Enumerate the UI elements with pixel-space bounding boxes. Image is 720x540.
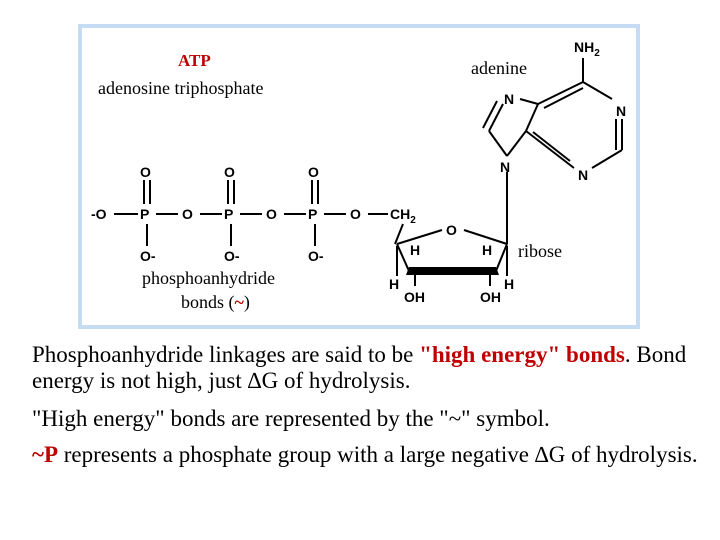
bridging-oxygen-1: O [182,206,193,222]
bonds-label-line1: phosphoanhydride [142,268,275,288]
nitrogen-3: N [578,167,589,183]
hydroxyl-c2: OH [480,289,501,305]
ribose-label: ribose [518,241,562,261]
caption-line2: . Bond energy is not high, just ∆G of hydrolysis. [32,342,687,393]
hydrogen-c4: H [410,242,421,258]
diagram-subtitle: adenosine triphosphate [98,78,264,98]
bridging-oxygen-2: O [266,206,277,222]
double-bond-oxygen-1: O [140,164,151,180]
hydrogen-c3: H [389,276,400,292]
nitrogen-7: N [504,91,515,107]
bridging-oxygen-3: O [350,206,361,222]
bonds-highlight: bonds [566,342,625,367]
hydrogen-c1: H [482,242,493,258]
caption-paragraph-1 [32,342,712,394]
oxygen-minus-1: O- [140,248,156,264]
hydrogen-c2: H [504,276,515,292]
tilde-p-highlight: ~P [32,442,59,467]
ring-oxygen: O [446,222,457,238]
phosphorus-beta: P [224,206,234,222]
adenine-label: adenine [471,58,527,78]
nitrogen-1: N [616,103,627,119]
double-bond-oxygen-2: O [224,164,235,180]
caption-text [32,342,712,468]
amino-group: $NH_2$ [574,39,600,59]
atp-structure-figure [78,24,640,329]
ch2-group: $CH_2$ [390,206,416,226]
caption-line4: represents a phosphate group with a large negative ∆G of hydrolysis. [58,442,698,467]
ribose-bold-edge [406,267,499,275]
nitrogen-9: N [500,159,511,175]
atp-diagram [78,24,640,329]
hydroxyl-c3: OH [404,289,425,305]
diagram-title: ATP [178,51,211,70]
phosphorus-gamma: P [140,206,150,222]
high-energy-highlight: "high energy" [419,342,561,367]
caption-line1: Phosphoanhydride linkages are said to be [32,342,420,367]
caption-paragraph-2: "High energy" bonds are represented by the "~" symbol. [32,406,550,431]
caption-paragraph-3 [32,442,712,468]
oxygen-minus-3: O- [308,248,324,264]
bonds-label-line2: bonds (~) [181,292,250,312]
oxygen-minus-2: O- [224,248,240,264]
tilde-symbol: ~ [234,292,244,312]
phosphorus-alpha: P [308,206,318,222]
oxygen-minus-terminal: -O [91,206,107,222]
double-bond-oxygen-3: O [308,164,319,180]
